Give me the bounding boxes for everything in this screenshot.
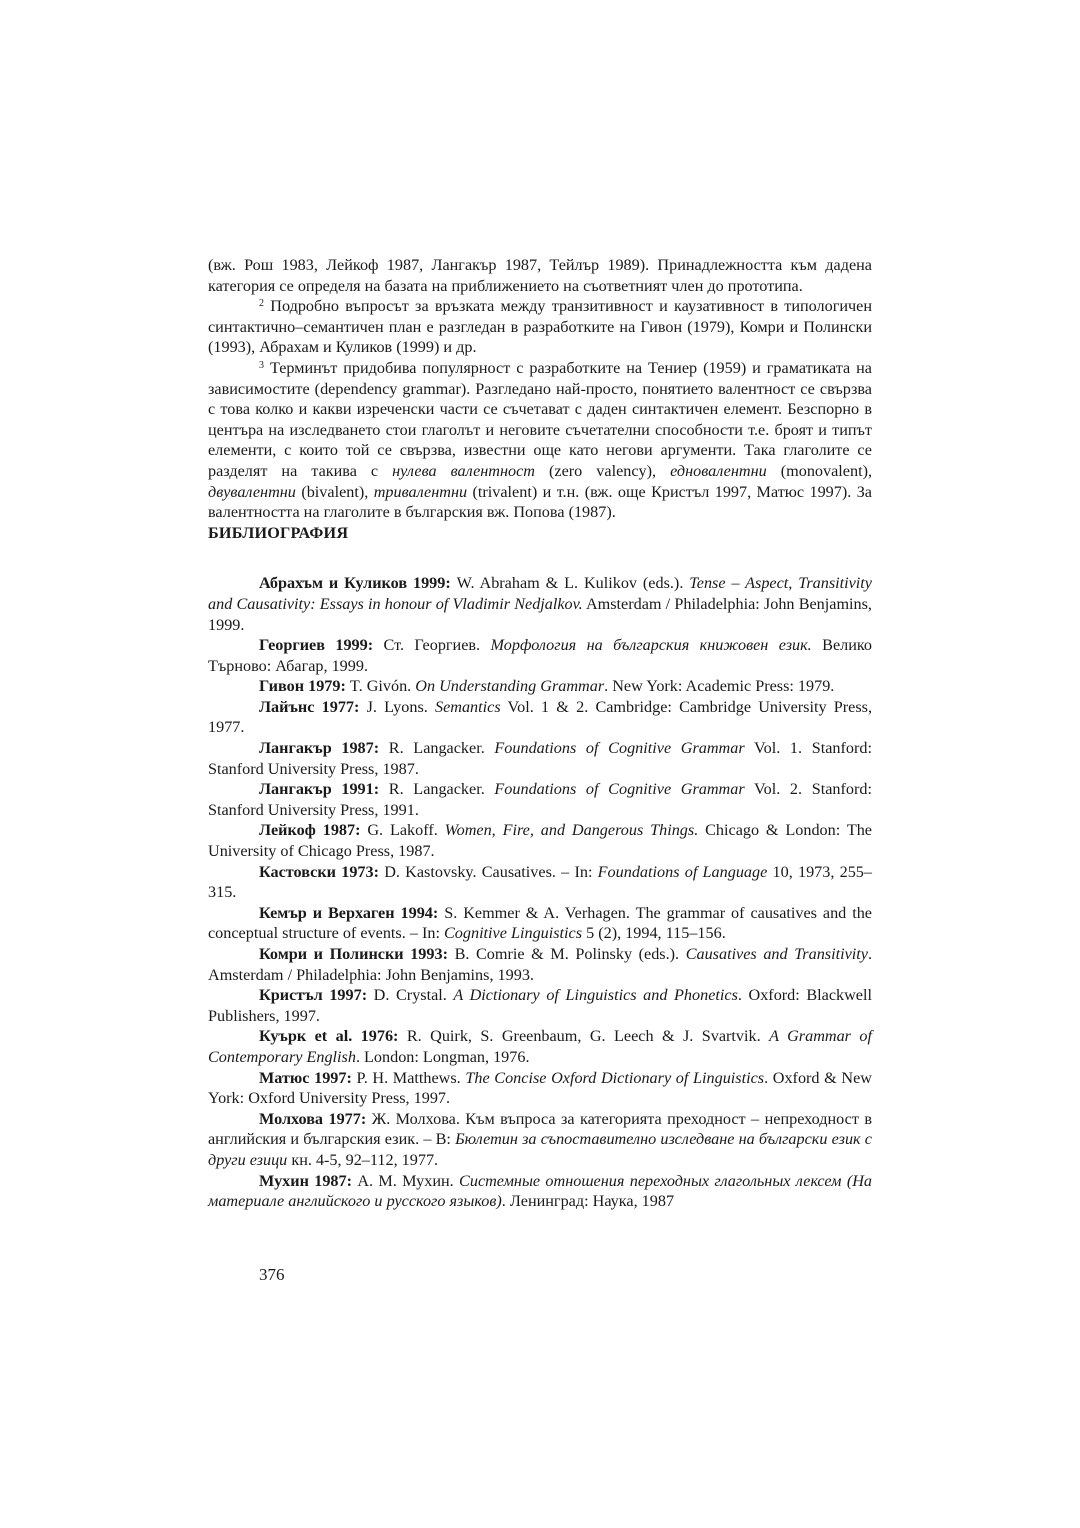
- entry-key: Лайънс 1977:: [259, 697, 360, 716]
- entry-text: G. Lakoff.: [360, 821, 445, 840]
- entry-text: P. H. Matthews.: [351, 1068, 466, 1087]
- entry-text: . London: Longman, 1976.: [355, 1047, 530, 1066]
- bibliography-entry: [208, 1068, 872, 1109]
- entry-title: Foundations of Language: [597, 862, 768, 881]
- entry-text: Ж. Молхова. Към въпроса за категорията преходност – непреходност в английския и българския език. – В:: [208, 1109, 873, 1149]
- entry-title: Foundations of Cognitive Grammar: [494, 780, 745, 799]
- entry-title: Tense – Aspect, Transitivity and Causativity: Essays in honour of Vladimir Nedjalkov.: [208, 574, 872, 613]
- term-zero-valency: нулева валентност: [392, 461, 535, 480]
- entry-text: А. М. Мухин.: [352, 1171, 460, 1190]
- entry-text: кн. 4-5, 92–112, 1977.: [287, 1150, 439, 1169]
- entry-key: Лейкоф 1987:: [259, 821, 361, 840]
- entry-title: Морфология на българския книжовен език.: [490, 636, 812, 655]
- entry-text: Chicago & London: The University of Chicago Press, 1987.: [208, 821, 872, 861]
- entry-title: On Understanding Grammar: [415, 677, 605, 696]
- entry-title: Cognitive Linguistics: [443, 924, 583, 943]
- entry-text: . Amsterdam / Philadelphia: John Benjamins, 1993.: [208, 945, 872, 984]
- bibliography-entry: [208, 738, 872, 779]
- footnote-3-text: (trivalent) и т.н. (вж. още Кристъл 1997, Матюс 1997). За валентността на глаголите в българския вж. Попова (1987).: [208, 482, 872, 522]
- bibliography-entry: [208, 1109, 872, 1171]
- entry-key: Молхова 1977:: [259, 1109, 367, 1128]
- footnote-2-text: Подробно въпросът за връзката между транзитивност и каузативност в типологичен синтактично–семантичен план е разгледан в разработките на Гивон (1979), Комри и Полински (1993), Абрахам и Куликов (1999) и др.: [208, 297, 873, 357]
- footnote-2: [208, 296, 872, 358]
- entry-key: Лангакър 1991:: [259, 780, 380, 799]
- footnote-3-text: (monovalent),: [766, 461, 873, 480]
- footnote-continuation: (вж. Рош 1983, Лейкоф 1987, Лангакър 1987, Тейлър 1989). Принадлежността към дадена категория се определя на базата на приближението на съответният член до прототипа.: [208, 256, 872, 295]
- bibliography-entry: [208, 697, 872, 738]
- entry-title: A Grammar of Contemporary English: [208, 1027, 872, 1066]
- bibliography-entry: [208, 985, 872, 1026]
- bibliography-entry: [208, 903, 872, 944]
- entry-text: T. Givón.: [345, 677, 416, 696]
- footnote-3-text: (zero valency),: [535, 461, 671, 480]
- entry-key: Гивон 1979:: [259, 677, 346, 696]
- entry-text: Amsterdam / Philadelphia: John Benjamins, 1999.: [208, 594, 872, 634]
- bibliography-entry: [208, 1171, 872, 1212]
- entry-title: Системные отношения переходных глагольных лексем (На материале английского и русского языков): [208, 1171, 872, 1211]
- page-number: 376: [259, 1265, 285, 1284]
- entry-title: Causatives and Transitivity: [685, 945, 868, 963]
- entry-key: Георгиев 1999:: [259, 636, 374, 655]
- entry-text: W. Abraham & L. Kulikov (eds.).: [450, 574, 690, 593]
- entry-key: Мухин 1987:: [259, 1171, 352, 1190]
- term-trivalent: тривалентни: [373, 482, 468, 501]
- entry-key: Матюс 1997:: [259, 1068, 352, 1087]
- footnote-3-mark: 3: [259, 359, 264, 371]
- entry-title: Semantics: [435, 697, 501, 716]
- bibliography-heading: БИБЛИОГРАФИЯ: [208, 523, 349, 542]
- term-bivalent: двувалентни: [208, 482, 296, 501]
- footnote-3-text: Терминът придобива популярност с разработките на Тениер (1959) и граматиката на зависимостите (dependency grammar). Разгледано най-просто, понятието валентност се свързва с това колко и какви изреченски части се съчетават с даден синтактичен елемент. Безспорно в центъра на изследването стои глаголът и неговите съчетателни способности т.е. броят и типът елементи, с които той се свързва, известни още като негови аргументи. Така глаголите се разделят на такива с: [208, 358, 872, 480]
- entry-text: B. Comrie & M. Polinsky (eds.).: [447, 945, 686, 963]
- footnote-3-text: (bivalent),: [295, 482, 374, 501]
- entry-text: Vol. 1 & 2. Cambridge: Cambridge University Press, 1977.: [208, 697, 872, 737]
- entry-key: Кастовски 1973:: [259, 862, 379, 881]
- bibliography-entry: [208, 944, 872, 985]
- entry-text: Vol. 1. Stanford: Stanford University Press, 1987.: [208, 739, 872, 778]
- entry-text: Велико Търново: Абагар, 1999.: [208, 636, 872, 675]
- bibliography-list: [208, 573, 872, 1211]
- entry-title: Foundations of Cognitive Grammar: [494, 739, 745, 758]
- entry-text: R. Langacker.: [379, 739, 495, 758]
- bibliography-entry: [208, 779, 872, 820]
- entry-title: The Concise Oxford Dictionary of Linguistics: [465, 1068, 765, 1087]
- entry-text: J. Lyons.: [359, 697, 435, 716]
- entry-key: Кристъл 1997:: [259, 986, 368, 1005]
- page-body: [208, 255, 872, 1212]
- entry-text: D. Kastovsky. Causatives. – In:: [379, 862, 598, 881]
- entry-text: D. Crystal.: [367, 986, 454, 1005]
- entry-text: . Ленинград: Наука, 1987: [501, 1192, 675, 1211]
- entry-title: Бюлетин за съпоставително изследване на български език с други езици: [208, 1130, 872, 1169]
- entry-text: 10, 1973, 255–315.: [208, 862, 872, 902]
- bibliography-entry: [208, 820, 872, 861]
- footnote-3: [208, 358, 872, 523]
- entry-text: R. Quirk, S. Greenbaum, G. Leech & J. Svartvik.: [398, 1027, 770, 1046]
- bibliography-entry: [208, 573, 872, 635]
- entry-text: S. Kemmer & A. Verhagen. The grammar of causatives and the conceptual structure of events. – In:: [208, 903, 872, 943]
- entry-key: Комри и Полински 1993:: [259, 945, 448, 963]
- entry-text: . New York: Academic Press: 1979.: [604, 677, 835, 696]
- entry-text: 5 (2), 1994, 115–156.: [582, 924, 726, 943]
- bibliography-entry: [208, 1026, 872, 1067]
- entry-key: Абрахъм и Куликов 1999:: [259, 574, 451, 593]
- entry-text: Ст. Георгиев.: [373, 636, 491, 655]
- term-monovalent: едновалентни: [670, 461, 767, 480]
- bibliography-entry: [208, 635, 872, 676]
- bibliography-entry: [208, 862, 872, 903]
- footnote-2-mark: 2: [259, 298, 264, 310]
- entry-text: R. Langacker.: [379, 780, 495, 799]
- bibliography-entry: [208, 676, 872, 697]
- entry-key: Кемър и Верхаген 1994:: [259, 903, 439, 922]
- entry-title: Women, Fire, and Dangerous Things.: [444, 821, 699, 840]
- entry-text: . Oxford & New York: Oxford University Press, 1997.: [208, 1068, 872, 1108]
- entry-title: A Dictionary of Linguistics and Phonetics: [453, 986, 738, 1005]
- entry-key: Лангакър 1987:: [259, 739, 380, 758]
- entry-text: . Oxford: Blackwell Publishers, 1997.: [208, 986, 872, 1025]
- entry-text: Vol. 2. Stanford: Stanford University Press, 1991.: [208, 780, 872, 819]
- entry-key: Куърк et al. 1976:: [259, 1027, 399, 1046]
